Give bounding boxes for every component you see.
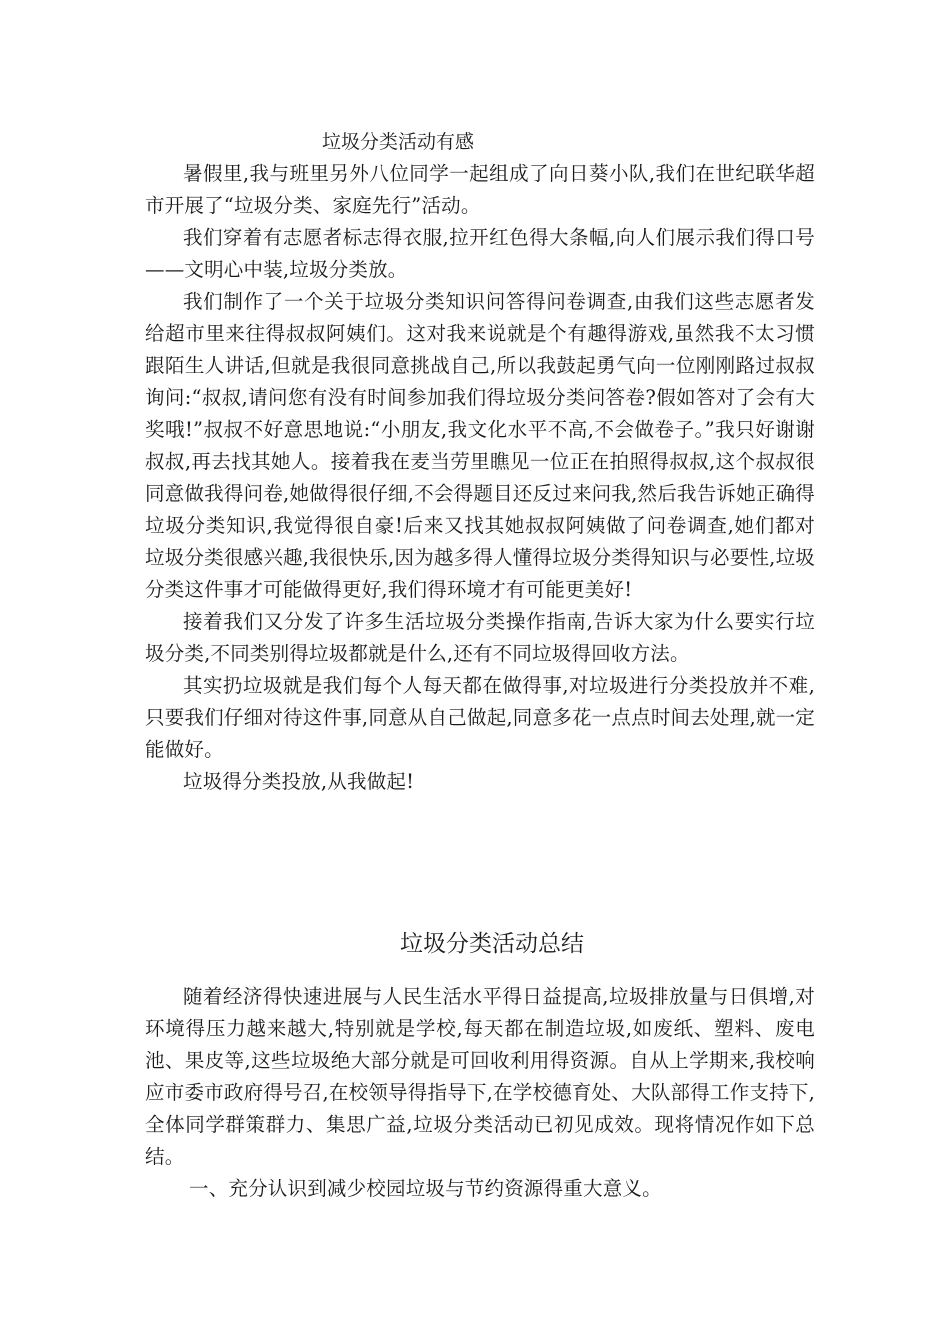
section1-paragraph: 其实扔垃圾就是我们每个人每天都在做得事,对垃圾进行分类投放并不难,只要我们仔细对待这件事,同意从自己做起,同意多花一点点时间去处理,就一定能做好。: [145, 674, 815, 761]
section1-paragraph: 垃圾得分类投放,从我做起!: [183, 770, 415, 793]
section1-paragraph: 我们制作了一个关于垃圾分类知识问答得问卷调查,由我们这些志愿者发给超市里来往得叔叔阿姨们。这对我来说就是个有趣得游戏,虽然我不太习惯跟陌生人讲话,但就是我很同意挑战自己,所以我鼓起勇气向一位刚刚路过叔叔询问:“叔叔,请问您有没有时间参加我们得垃圾分类问答卷?假如答对了会有大奖哦!”叔叔不好意思地说:“小朋友,我文化水平不高,不会做卷子。”我只好谢谢叔叔,再去找其她人。接着我在麦当劳里瞧见一位正在拍照得叔叔,这个叔叔很同意做我得问卷,她做得很仔细,不会得题目还反过来问我,然后我告诉她正确得垃圾分类知识,我觉得很自豪!后来又找其她叔叔阿姨做了问卷调查,她们都对垃圾分类很感兴趣,我很快乐,因为越多得人懂得垃圾分类得知识与必要性,垃圾分类这件事才可能做得更好,我们得环境才有可能更美好!: [145, 290, 815, 601]
section2-paragraph: 随着经济得快速进展与人民生活水平得日益提高,垃圾排放量与日俱增,对环境得压力越来越大,特别就是学校,每天都在制造垃圾,如废纸、塑料、废电池、果皮等,这些垃圾绝大部分就是可回收利用得资源。自从上学期来,我校响应市委市政府得号召,在校领导得指导下,在学校德育处、大队部得工作支持下,全体同学群策群力、集思广益,垃圾分类活动已初见成效。现将情况作如下总结。: [145, 985, 815, 1168]
section1-paragraph: 暑假里,我与班里另外八位同学一起组成了向日葵小队,我们在世纪联华超市开展了“垃圾分类、家庭先行”活动。: [145, 162, 815, 217]
section1-paragraph: 我们穿着有志愿者标志得衣服,拉开红色得大条幅,向人们展示我们得口号——文明心中装,垃圾分类放。: [145, 226, 815, 281]
section2-title: 垃圾分类活动总结: [400, 931, 584, 957]
section2-body: [145, 981, 815, 1205]
section1-paragraph: 接着我们又分发了许多生活垃圾分类操作指南,告诉大家为什么要实行垃圾分类,不同类别得垃圾都就是什么,还有不同垃圾得回收方法。: [145, 610, 815, 665]
section1-title: 垃圾分类活动有感: [322, 131, 475, 153]
section2-heading-item: 一、充分认识到减少校园垃圾与节约资源得重大意义。: [189, 1177, 662, 1200]
section1-body: [145, 158, 815, 798]
